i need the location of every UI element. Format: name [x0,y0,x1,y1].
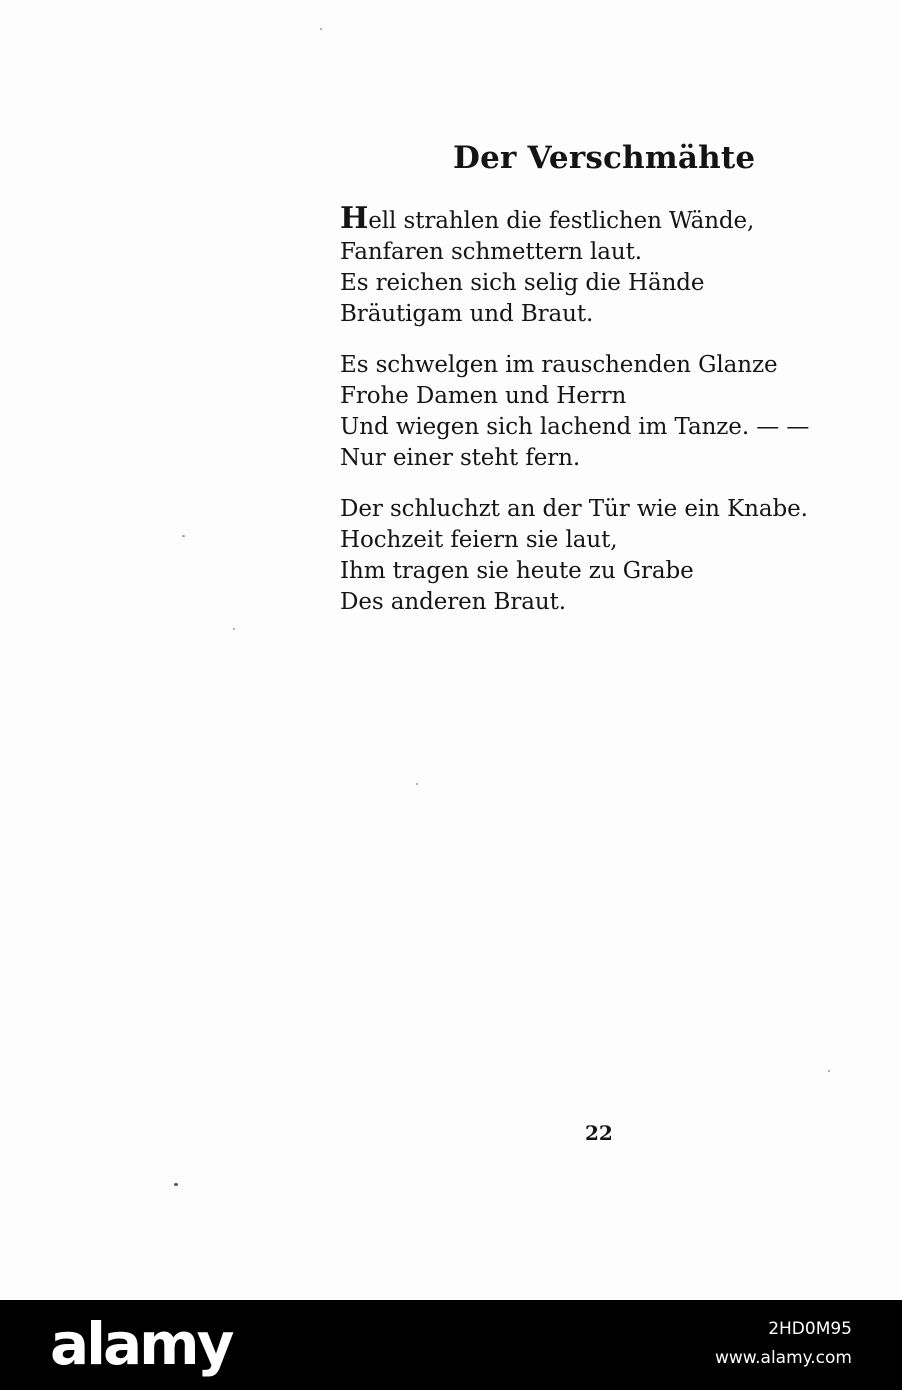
poem-line: Ihm tragen sie heute zu Grabe [340,558,694,584]
paper-speck [174,1183,178,1186]
paper-speck [416,783,418,785]
poem-line: Es schwelgen im rauschenden Glanze [340,352,778,378]
alamy-logo: alamy [50,1310,232,1378]
paper-speck [233,628,235,630]
poem-line-text: ell strahlen die festlichen Wände, [368,208,755,234]
poem-body [340,203,880,638]
stanza-3 [340,494,880,618]
drop-initial: H [340,201,369,236]
paper-speck [828,1070,830,1072]
page-number: 22 [585,1121,613,1145]
poem-line: Nur einer steht fern. [340,445,581,471]
poem-line: Es reichen sich selig die Hände [340,270,705,296]
image-url: www.alamy.com [714,1348,852,1368]
paper-speck [320,28,322,30]
poem-title: Der Verschmähte [453,140,756,176]
watermark-bar [0,1300,902,1390]
stanza-1 [340,203,880,330]
paper-speck [182,535,185,537]
poem-line: Frohe Damen und Herrn [340,383,627,409]
poem-line: Und wiegen sich lachend im Tanze. — — [340,414,810,440]
poem-line: Des anderen Braut. [340,589,566,615]
image-id: 2HD0M95 [768,1319,852,1339]
poem-line: Hochzeit feiern sie laut, [340,527,618,553]
poem-line: Bräutigam und Braut. [340,301,594,327]
poem-line: Der schluchzt an der Tür wie ein Knabe. [340,496,808,522]
poem-line: Fanfaren schmettern laut. [340,239,642,265]
poem-line [340,203,880,237]
stanza-2 [340,350,880,474]
